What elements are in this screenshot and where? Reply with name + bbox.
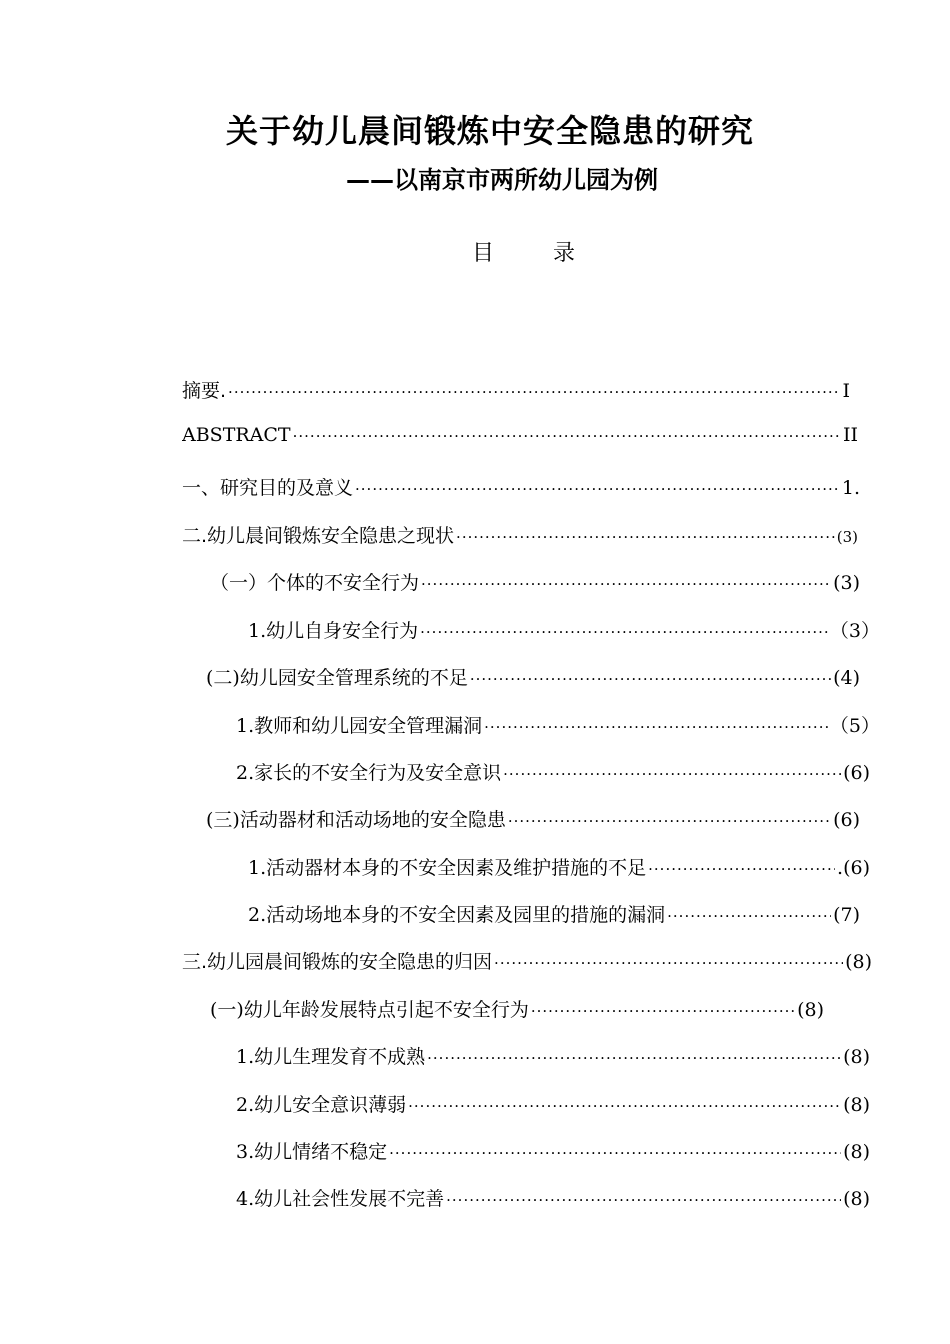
toc-entry[interactable]: [182, 947, 872, 975]
toc-entry-label: 4.幼儿社会性发展不完善: [236, 1188, 445, 1210]
toc-leader-dots: [503, 765, 841, 783]
toc-leader-dots: [228, 383, 840, 401]
toc-entry-label: (三)活动器材和活动场地的安全隐患: [206, 809, 506, 831]
toc-entry-page: (4): [833, 667, 860, 689]
toc-entry-label: （一）个体的不安全行为: [210, 572, 420, 594]
toc-entry-label: 二.幼儿晨间锻炼安全隐患之现状: [182, 525, 455, 547]
toc-entry-label: (一)幼儿年龄发展特点引起不安全行为: [210, 999, 529, 1021]
document-title: 关于幼儿晨间锻炼中安全隐患的研究: [225, 112, 754, 150]
toc-entry-label: 摘要.: [182, 380, 227, 402]
toc-leader-dots: [427, 1049, 841, 1067]
toc-entry[interactable]: [206, 663, 860, 691]
toc-leader-dots: [484, 718, 828, 736]
toc-entry[interactable]: [210, 995, 824, 1023]
toc-entry[interactable]: [248, 900, 860, 928]
toc-entry-label: 三.幼儿园晨间锻炼的安全隐患的归因: [182, 951, 493, 973]
toc-entry-page: （3）: [829, 620, 880, 642]
toc-entry-page: (8): [843, 1094, 870, 1116]
toc-entry[interactable]: [236, 1090, 870, 1118]
toc-heading: 目 录: [472, 241, 601, 266]
toc-entry[interactable]: [248, 616, 880, 644]
toc-leader-dots: [293, 427, 841, 445]
toc-entry-page: (8): [797, 999, 824, 1021]
toc-entry-page: (6): [833, 809, 860, 831]
toc-leader-dots: [531, 1002, 795, 1020]
toc-entry-page: (6): [843, 762, 870, 784]
toc-leader-dots: [667, 907, 831, 925]
toc-entry-label: 2.家长的不安全行为及安全意识: [236, 762, 502, 784]
toc-entry-page: (7): [833, 904, 860, 926]
toc-entry[interactable]: [236, 711, 880, 739]
toc-entry-label: 1.活动器材本身的不安全因素及维护措施的不足: [248, 857, 647, 879]
toc-leader-dots: [470, 670, 831, 688]
toc-entry-label: 一、研究目的及意义: [182, 477, 354, 499]
toc-entry[interactable]: [182, 473, 860, 501]
toc-entry[interactable]: [182, 521, 858, 549]
toc-entry-page: (8): [845, 951, 872, 973]
toc-entry[interactable]: [210, 568, 860, 596]
toc-entry[interactable]: [182, 424, 858, 452]
toc-entry[interactable]: [236, 1042, 870, 1070]
toc-entry-label: 1.教师和幼儿园安全管理漏洞: [236, 715, 483, 737]
toc-entry-page: (8): [843, 1141, 870, 1163]
toc-leader-dots: [389, 1144, 841, 1162]
toc-entry-page: (3): [833, 572, 860, 594]
toc-leader-dots: [420, 623, 828, 641]
toc-leader-dots: [508, 812, 831, 830]
toc-entry-page: I: [842, 380, 850, 402]
toc-entry-page: （5）: [829, 715, 880, 737]
toc-leader-dots: [648, 860, 835, 878]
toc-leader-dots: [355, 480, 840, 498]
toc-entry[interactable]: [236, 1137, 870, 1165]
toc-entry-page: 1.: [841, 477, 860, 499]
toc-entry-page: (3): [836, 528, 858, 546]
toc-entry-label: 2.活动场地本身的不安全因素及园里的措施的漏洞: [248, 904, 666, 926]
toc-entry-label: (二)幼儿园安全管理系统的不足: [206, 667, 468, 689]
toc-entry-label: ABSTRACT: [182, 424, 291, 446]
toc-entry-label: 1.幼儿生理发育不成熟: [236, 1046, 426, 1068]
toc-entry-label: 3.幼儿情绪不稳定: [236, 1141, 388, 1163]
toc-leader-dots: [456, 528, 835, 546]
toc-entry-label: 1.幼儿自身安全行为: [248, 620, 419, 642]
toc-entry-page: (8): [843, 1188, 870, 1210]
toc-entry[interactable]: [206, 805, 860, 833]
toc-entry[interactable]: [182, 376, 850, 404]
toc-entry-label: 2.幼儿安全意识薄弱: [236, 1094, 407, 1116]
toc-entry-page: II: [842, 424, 858, 446]
toc-entry-page: .(6): [837, 857, 870, 879]
toc-leader-dots: [408, 1097, 841, 1115]
toc-leader-dots: [494, 954, 843, 972]
toc-leader-dots: [446, 1191, 841, 1209]
toc-entry[interactable]: [236, 1184, 870, 1212]
toc-entry[interactable]: [236, 758, 870, 786]
toc-entry[interactable]: [248, 853, 870, 881]
toc-leader-dots: [421, 575, 831, 593]
toc-entry-page: (8): [843, 1046, 870, 1068]
document-subtitle: ——以南京市两所幼儿园为例: [346, 166, 658, 194]
